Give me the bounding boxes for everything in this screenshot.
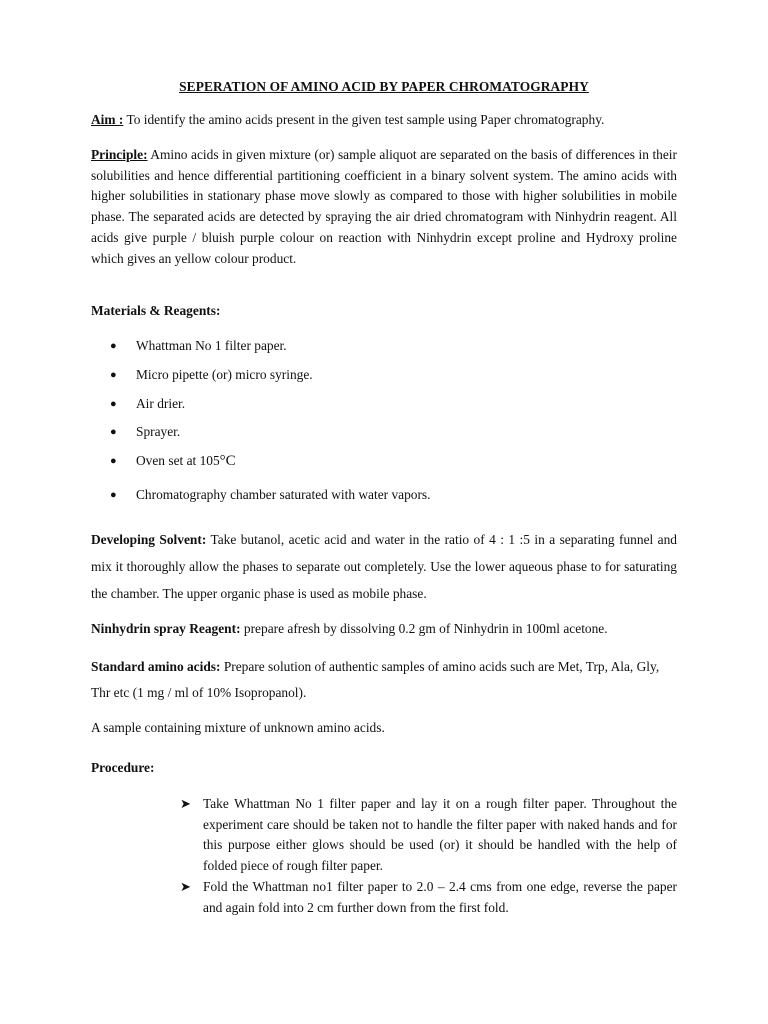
bullet-icon: ● — [110, 426, 117, 439]
principle-label: Principle: — [91, 147, 148, 162]
procedure-heading: Procedure: — [91, 760, 155, 775]
degree-unit: °C — [219, 453, 236, 470]
bullet-icon: ● — [110, 340, 117, 352]
list-item: ● Whattman No 1 filter paper. — [110, 336, 431, 365]
sample-paragraph: A sample containing mixture of unknown amino acids. — [91, 720, 385, 735]
list-item: ● Air drier. — [110, 394, 431, 423]
materials-list — [110, 336, 431, 514]
ninhydrin-label: Ninhydrin spray Reagent: — [91, 621, 241, 636]
list-item: ● Chromatography chamber saturated with water vapors. — [110, 485, 431, 514]
developing-text: Take butanol, acetic acid and water in the ratio of 4 : 1 :5 in a separating funnel and mix it thoroughly allow the phases to separate out completely. Use the lower aqueous phase to for saturating the chamber. The upper organic phase is used as mobile phase. — [91, 532, 677, 601]
standard-text: Prepare solution of authentic samples of amino acids such are Met, Trp, Ala, Gly, Thr etc (1 mg / ml of 10% Isopropanol). — [91, 659, 660, 700]
standard-label: Standard amino acids: — [91, 659, 221, 674]
principle-text: Amino acids in given mixture (or) sample aliquot are separated on the basis of differences in their solubilities and hence differential partitioning coefficient in a binary solvent system. The amino acids with higher solubilities in stationary phase move slowly as compared to those with higher solubilities in mobile phase. The separated acids are detected by spraying the air dried chromatogram with Ninhydrin reagent. All acids give purple / bluish purple colour on reaction with Ninhydrin except proline and Hydroxy proline which gives an yellow colour product. — [91, 147, 677, 266]
list-item: ➤ Take Whattman No 1 filter paper and lay it on a rough filter paper. Throughout the experiment care should be taken not to handle the filter paper with naked hands and for this purpose either glows should be used (or) it should be handled with the help of folded piece of rough filter paper. — [180, 796, 677, 874]
list-item: ● Sprayer. — [110, 422, 431, 451]
aim-label: Aim : — [91, 112, 124, 127]
aim-text: To identify the amino acids present in the given test sample using Paper chromatography. — [123, 112, 605, 127]
bullet-icon: ● — [110, 455, 117, 468]
document-title: SEPERATION OF AMINO ACID BY PAPER CHROMATOGRAPHY — [179, 79, 589, 94]
bullet-icon: ● — [110, 397, 117, 410]
materials-heading: Materials & Reagents: — [91, 303, 221, 318]
procedure-list — [180, 794, 677, 918]
list-item: ● Micro pipette (or) micro syringe. — [110, 365, 431, 394]
bullet-icon: ● — [110, 368, 117, 381]
developing-solvent-paragraph — [91, 526, 677, 607]
aim-paragraph — [91, 112, 677, 128]
arrow-bullet-icon: ➤ — [180, 878, 191, 894]
arrow-bullet-icon: ➤ — [180, 796, 191, 811]
principle-paragraph — [91, 145, 677, 269]
list-item: ➤ Fold the Whattman no1 filter paper to 2.0 – 2.4 cms from one edge, reverse the paper and again fold into 2 cm further down from the first fold. — [180, 878, 677, 915]
list-item: ● Oven set at 105°C — [110, 453, 236, 470]
standard-amino-acids-paragraph — [91, 654, 677, 706]
ninhydrin-text: prepare afresh by dissolving 0.2 gm of Ninhydrin in 100ml acetone. — [240, 621, 608, 636]
bullet-icon: ● — [110, 489, 117, 502]
ninhydrin-paragraph — [91, 621, 677, 637]
developing-label: Developing Solvent: — [91, 532, 207, 547]
